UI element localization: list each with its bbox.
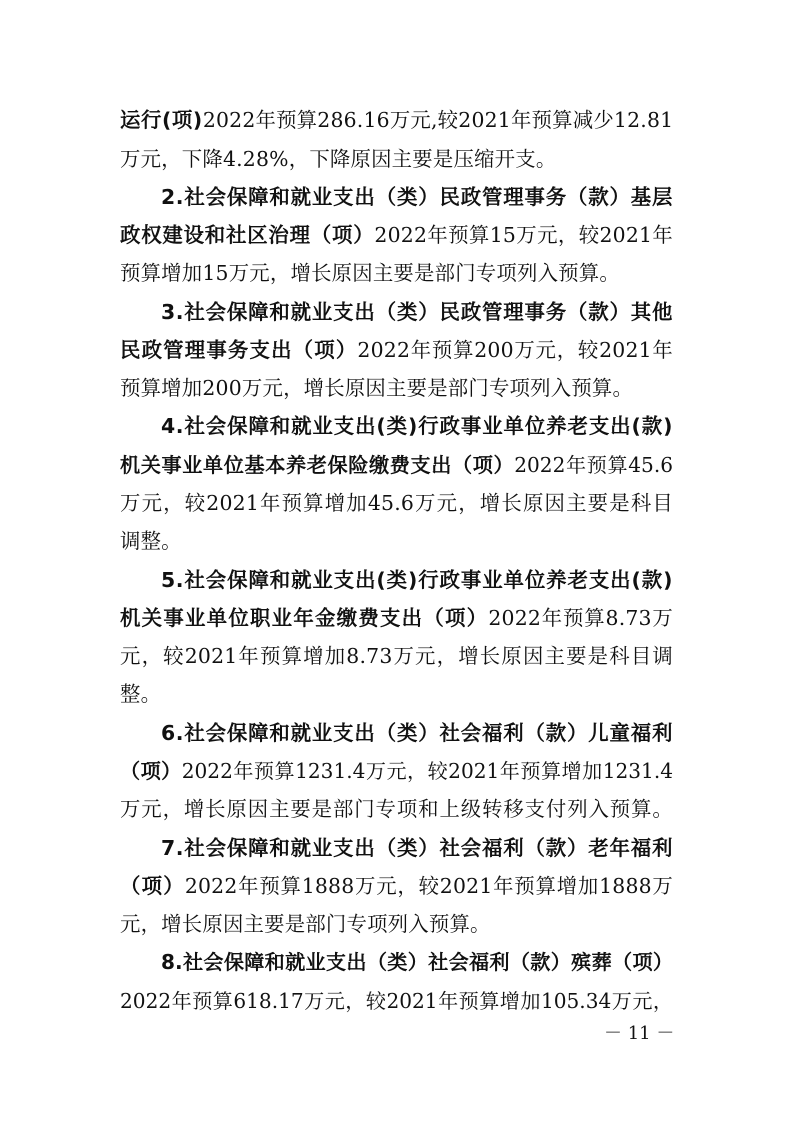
body-fragment: 2022年预算8.73万	[488, 606, 673, 630]
text-line	[120, 451, 673, 479]
text-line	[120, 374, 673, 402]
heading-fragment: 运行(项)	[120, 108, 203, 132]
heading-fragment: 3.社会保障和就业支出（类）民政管理事务（款）其他	[161, 300, 673, 324]
heading-fragment: 7.社会保障和就业支出（类）社会福利（款）老年福利	[161, 836, 673, 860]
body-fragment: 预算增加15万元，增长原因主要是部门专项列入预算。	[120, 261, 620, 285]
text-line	[120, 795, 673, 823]
text-line	[120, 259, 673, 287]
text-line	[161, 412, 673, 440]
heading-fragment: 政权建设和社区治理（项）	[120, 223, 375, 247]
body-fragment: 元，增长原因主要是部门专项列入预算。	[120, 912, 491, 936]
text-line	[161, 298, 673, 326]
body-fragment: 万元，增长原因主要是部门专项和上级转移支付列入预算。	[120, 797, 673, 821]
body-fragment: 2022年预算1888万元，较2021年预算增加1888万	[184, 874, 673, 898]
text-line	[120, 757, 673, 785]
body-fragment: 2022年预算618.17万元，较2021年预算增加105.34万元，	[120, 989, 673, 1013]
text-line	[120, 527, 673, 555]
heading-fragment: 2.社会保障和就业支出（类）民政管理事务（款）基层	[161, 185, 673, 209]
body-fragment: 2022年预算286.16万元,较2021年预算减少12.81	[202, 108, 674, 132]
text-line	[161, 183, 673, 211]
text-line	[161, 719, 673, 747]
text-line	[161, 948, 673, 976]
text-line	[161, 566, 673, 594]
text-line	[120, 106, 673, 134]
body-fragment: 2022年预算200万元，较2021年	[357, 338, 673, 362]
body-fragment: 2022年预算1231.4万元，较2021年预算增加1231.4	[181, 759, 674, 783]
heading-fragment: 机关事业单位职业年金缴费支出（项）	[120, 606, 489, 630]
body-fragment: 整。	[120, 682, 162, 706]
text-line	[120, 489, 673, 517]
heading-fragment: 4.社会保障和就业支出(类)行政事业单位养老支出(款)	[161, 414, 673, 438]
body-fragment: 调整。	[120, 529, 182, 553]
text-line	[120, 680, 673, 708]
text-line	[120, 987, 673, 1015]
heading-fragment: 5.社会保障和就业支出(类)行政事业单位养老支出(款)	[161, 568, 673, 592]
text-line	[120, 910, 673, 938]
body-fragment: 预算增加200万元，增长原因主要是部门专项列入预算。	[120, 376, 634, 400]
page-number: － 11 －	[604, 1023, 675, 1044]
body-fragment: 元，较2021年预算增加8.73万元，增长原因主要是科目调	[120, 644, 673, 668]
text-line	[120, 336, 673, 364]
text-line	[120, 145, 673, 173]
text-line	[161, 834, 673, 862]
heading-fragment: 8.社会保障和就业支出（类）社会福利（款）殡葬（项）	[161, 950, 673, 974]
text-line	[120, 872, 673, 900]
body-fragment: 万元，较2021年预算增加45.6万元，增长原因主要是科目	[120, 491, 673, 515]
body-fragment: 2022年预算45.6	[514, 453, 673, 477]
text-line	[120, 642, 673, 670]
body-fragment: 2022年预算15万元，较2021年	[374, 223, 673, 247]
heading-fragment: （项）	[120, 874, 185, 898]
heading-fragment: （项）	[120, 759, 182, 783]
heading-fragment: 6.社会保障和就业支出（类）社会福利（款）儿童福利	[161, 721, 673, 745]
text-line	[120, 604, 673, 632]
text-line	[120, 221, 673, 249]
heading-fragment: 机关事业单位基本养老保险缴费支出（项）	[120, 453, 515, 477]
body-fragment: 万元，下降4.28%，下降原因主要是压缩开支。	[120, 147, 557, 171]
heading-fragment: 民政管理事务支出（项）	[120, 338, 358, 362]
